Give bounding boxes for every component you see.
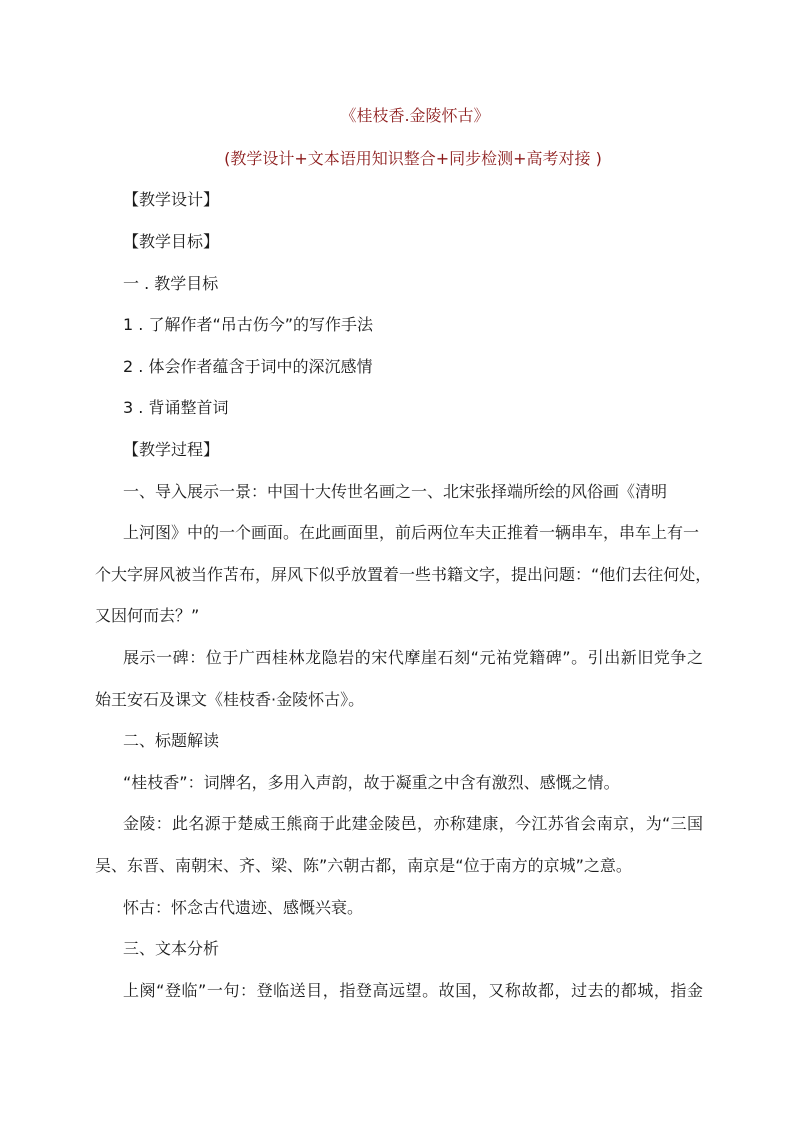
document-title: 《桂枝香.金陵怀古》	[340, 106, 490, 125]
section-heading-teaching-process: 【教学过程】	[123, 440, 220, 459]
goals-heading: 一 . 教学目标	[123, 274, 219, 293]
section-heading-text-analysis: 三、文本分析	[123, 939, 220, 958]
section-heading-title-analysis: 二、标题解读	[123, 731, 220, 750]
document-subtitle: (教学设计+文本语用知识整合+同步检测+高考对接 )	[224, 149, 602, 168]
section-heading-teaching-design: 【教学设计】	[123, 190, 220, 209]
goal-item-1: 1 . 了解作者“吊古伤今”的写作手法	[123, 315, 374, 334]
paragraph-line: 吴、东晋、南朝宋、齐、梁、陈”六朝古都，南京是“位于南方的京城”之意。	[95, 856, 632, 875]
goal-item-2: 2 . 体会作者蕴含于词中的深沉感情	[123, 357, 373, 376]
paragraph-line: 上河图》中的一个画面。在此画面里，前后两位车夫正推着一辆串车，串车上有一	[123, 523, 700, 542]
paragraph-line: 展示一碑：位于广西桂林龙隐岩的宋代摩崖石刻“元祐党籍碑”。引出新旧党争之	[123, 648, 703, 667]
paragraph-line: 始王安石及课文《桂枝香·金陵怀古》。	[95, 690, 365, 709]
paragraph-line: 金陵：此名源于楚威王熊商于此建金陵邑，亦称建康，今江苏省会南京，为“三国	[123, 814, 703, 833]
section-heading-teaching-goals: 【教学目标】	[123, 232, 220, 251]
paragraph-line: 怀古：怀念古代遗迹、感慨兴衰。	[123, 898, 364, 917]
paragraph-line: 一、导入展示一景：中国十大传世名画之一、北宋张择端所绘的风俗画《清明	[123, 482, 668, 501]
paragraph-line: “桂枝香”：词牌名，多用入声韵，故于凝重之中含有激烈、感慨之情。	[123, 773, 620, 792]
paragraph-line: 上阕“登临”一句：登临送目，指登高远望。故国，又称故都，过去的都城，指金	[123, 981, 703, 1000]
paragraph-line: 个大字屏风被当作苫布，屏风下似乎放置着一些书籍文字，提出问题：“他们去往何处，	[95, 565, 712, 584]
goal-item-3: 3 . 背诵整首词	[123, 398, 229, 417]
paragraph-line: 又因何而去？”	[95, 606, 200, 625]
